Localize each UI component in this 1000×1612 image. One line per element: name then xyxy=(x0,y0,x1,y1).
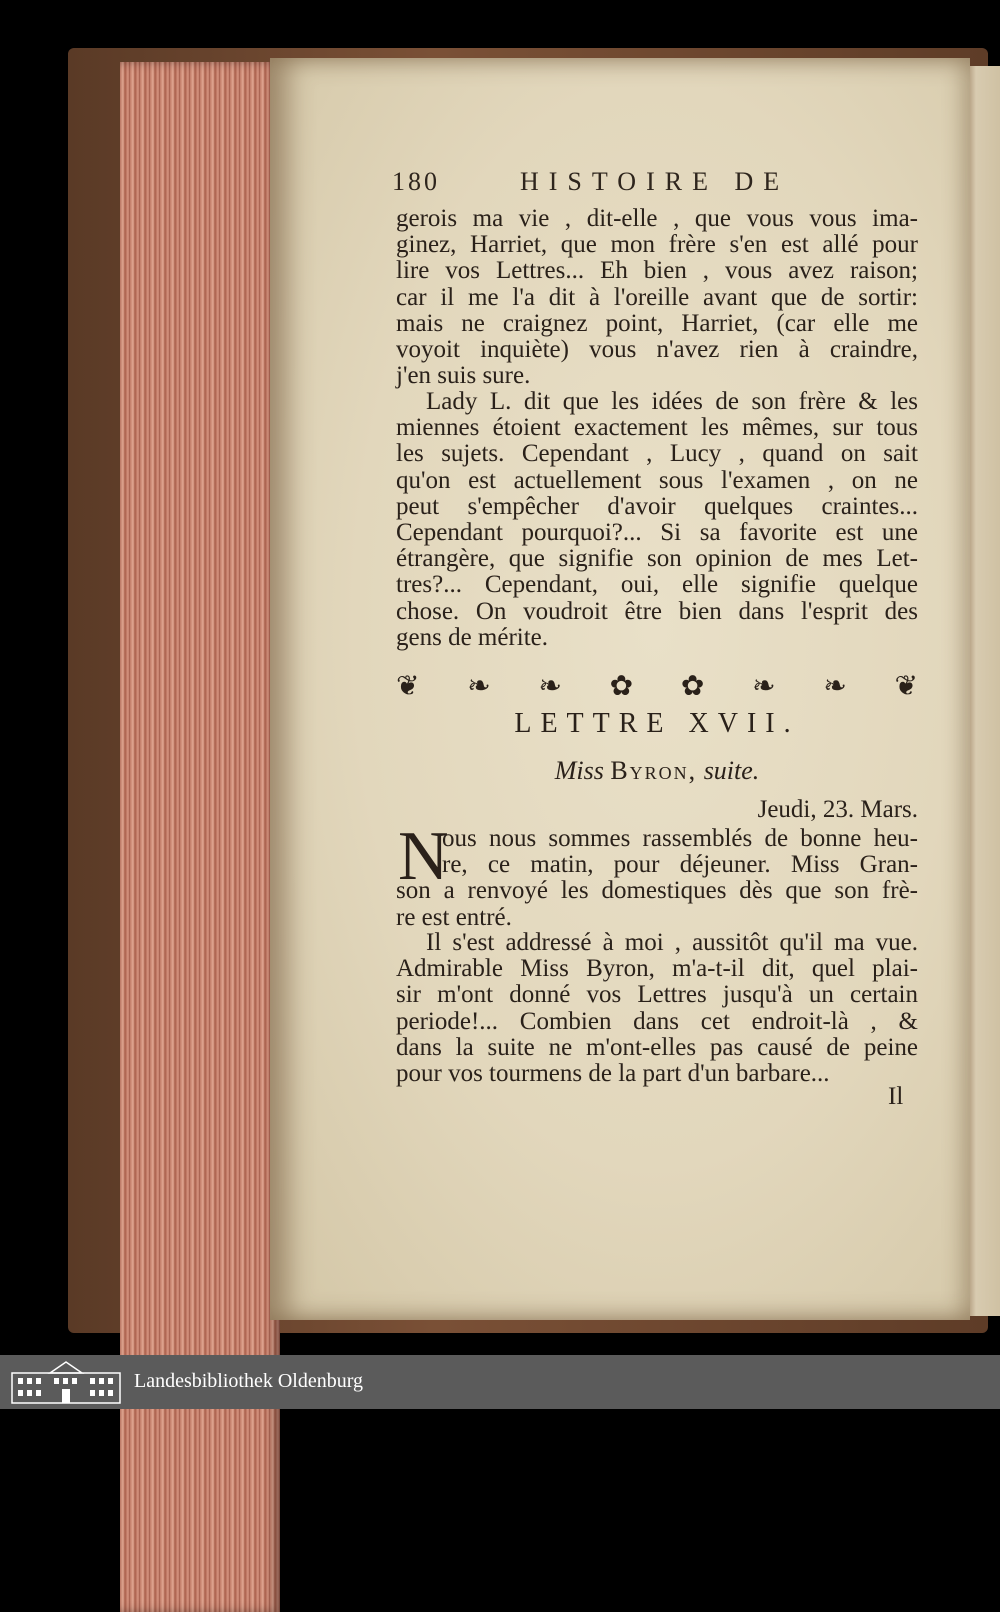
paragraph-1 xyxy=(396,206,918,389)
ornament-glyph: ❧ xyxy=(467,671,491,702)
text-line: ous nous sommes rassemblés de bonne heu- xyxy=(442,825,918,852)
text-line: mais ne craignez point, Harriet, (car elle me xyxy=(396,309,918,337)
letter-heading: LETTRE XVII. xyxy=(514,708,800,739)
catchword: Il xyxy=(888,1083,904,1110)
text-line: qu'on est actuellement sous l'examen , on ne xyxy=(396,466,918,494)
library-footer xyxy=(0,1355,1000,1409)
text-line: re est entré. xyxy=(396,903,512,931)
ornament-glyph: ✿ xyxy=(680,671,705,702)
text-line: re, ce matin, pour déjeuner. Miss Gran- xyxy=(442,851,918,879)
ornament-band xyxy=(396,668,918,704)
subtitle-name: Byron, xyxy=(610,756,698,785)
text-line: gens de mérite. xyxy=(396,623,549,651)
drop-cap: N xyxy=(398,818,449,895)
page-number: 180 xyxy=(392,167,440,196)
paragraph-3 xyxy=(396,826,918,931)
ornament-glyph: ❦ xyxy=(894,671,918,702)
ornament-glyph: ✿ xyxy=(609,671,634,702)
text-line: Il s'est addressé à moi , aussitôt qu'il ma vue. xyxy=(426,929,918,956)
text-line: Admirable Miss Byron, m'a-t-il dit, quel plai- xyxy=(396,955,918,983)
text-line: Cependant pourquoi?... Si sa favorite est une xyxy=(396,518,918,546)
text-line: pour vos tourmens de la part d'un barbare... xyxy=(396,1059,830,1087)
running-header xyxy=(392,167,832,195)
library-name: Landesbibliothek Oldenburg xyxy=(134,1370,364,1392)
text-line: chose. On voudroit être bien dans l'esprit des xyxy=(396,597,918,625)
letter-date: Jeudi, 23. Mars. xyxy=(757,796,918,823)
subtitle-suite: suite. xyxy=(703,756,760,785)
ornament-glyph: ❦ xyxy=(396,671,420,702)
text-line: peut s'empêcher d'avoir quelques craintes... xyxy=(396,492,918,520)
text-line: ginez, Harriet, que mon frère s'en est allé pour xyxy=(396,231,918,259)
text-line: gerois ma vie , dit-elle , que vous vous ima- xyxy=(396,205,918,232)
text-line: sir m'ont donné vos Lettres jusqu'à un certain xyxy=(396,981,918,1009)
text-line: lire vos Lettres... Eh bien , vous avez raison; xyxy=(396,257,918,285)
text-line: car il me l'a dit à l'oreille avant que de sortir: xyxy=(396,283,918,311)
ornament-glyph: ❧ xyxy=(752,671,776,702)
text-line: Lady L. dit que les idées de son frère & les xyxy=(426,388,918,415)
text-line: étrangère, que signifie son opinion de mes Let- xyxy=(396,545,918,573)
text-line: les sujets. Cependant , Lucy , quand on sait xyxy=(396,440,918,468)
text-line: miennes étoient exactement les mêmes, sur tous xyxy=(396,414,918,442)
text-line: periode!... Combien dans cet endroit-là , & xyxy=(396,1007,918,1035)
running-head-title: HISTOIRE DE xyxy=(520,167,790,196)
text-line: voyoit inquiète) vous n'avez rien à craindre, xyxy=(396,335,918,363)
letter-subtitle xyxy=(396,756,918,786)
text-line: son a renvoyé les domestiques dès que son frè- xyxy=(396,877,918,905)
paragraph-4 xyxy=(396,930,918,1087)
text-line: j'en suis sure. xyxy=(396,362,531,390)
text-line: tres?... Cependant, oui, elle signifie quelque xyxy=(396,571,918,599)
ornament-glyph: ❧ xyxy=(538,671,562,702)
paragraph-2 xyxy=(396,389,918,651)
ornament-glyph: ❧ xyxy=(823,671,847,702)
text-line: dans la suite ne m'ont-elles pas causé de peine xyxy=(396,1033,918,1061)
subtitle-miss: Miss xyxy=(554,756,604,785)
library-building-icon xyxy=(10,1359,122,1405)
